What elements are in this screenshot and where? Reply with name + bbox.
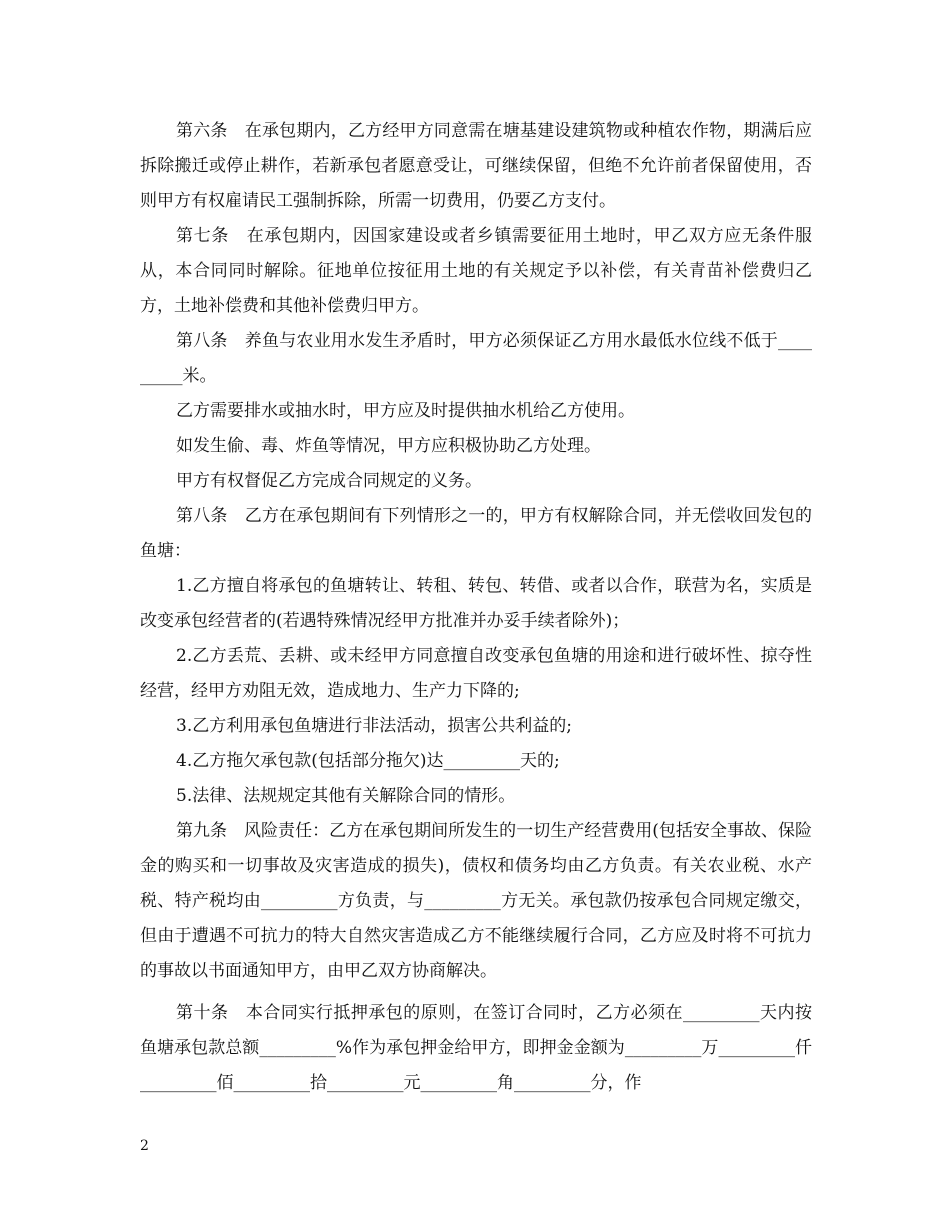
list-item-4: 4.乙方拖欠承包款(包括部分拖欠)达_________天的;	[176, 751, 560, 771]
list-item-3: 3.乙方利用承包鱼塘进行非法活动，损害公共利益的;	[176, 716, 572, 736]
list-item-1: 1.乙方擅自将承包的鱼塘转让、转租、转包、转借、或者以合作，联营为名，实质是改变承包经营者的(若遇特殊情况经甲方批准并办妥手续者除外)；	[140, 576, 812, 631]
paragraph-supervision: 甲方有权督促乙方完成合同规定的义务。	[176, 471, 482, 491]
document-body	[140, 114, 812, 1101]
paragraph-article-8-termination: 第八条 乙方在承包期间有下列情形之一的，甲方有权解除合同，并无偿收回发包的鱼塘：	[140, 506, 812, 561]
paragraph-article-9: 第九条 风险责任：乙方在承包期间所发生的一切生产经营费用(包括安全事故、保险金的购买和一切事故及灾害造成的损失)，债权和债务均由乙方负责。有关农业税、水产税、特产税均由_________方负责，与_________方无关。承包款仍按承包合同规定缴交，但由于遭遇不可抗力的特大自然灾害造成乙方不能继续履行合同，乙方应及时将不可抗力的事故以书面通知甲方，由甲乙双方协商解决。	[140, 821, 812, 981]
paragraph-article-8-water: 第八条 养鱼与农业用水发生矛盾时，甲方必须保证乙方用水最低水位线不低于_________米。	[140, 331, 812, 386]
page-number: 2	[140, 1138, 149, 1154]
paragraph-article-7: 第七条 在承包期内，因国家建设或者乡镇需要征用土地时，甲乙双方应无条件服从，本合同同时解除。征地单位按征用土地的有关规定予以补偿，有关青苗补偿费归乙方，土地补偿费和其他补偿费归甲方。	[140, 226, 812, 316]
paragraph-fish-theft: 如发生偷、毒、炸鱼等情况，甲方应积极协助乙方处理。	[176, 436, 601, 456]
list-item-5: 5.法律、法规规定其他有关解除合同的情形。	[176, 786, 516, 806]
paragraph-article-10: 第十条 本合同实行抵押承包的原则，在签订合同时，乙方必须在_________天内按鱼塘承包款总额_________%作为承包押金给甲方，即押金金额为_________万_________仟_________佰_________拾_________元_________角_________分，作	[140, 1003, 812, 1093]
list-item-2: 2.乙方丢荒、丢耕、或未经甲方同意擅自改变承包鱼塘的用途和进行破坏性、掠夺性经营，经甲方劝阻无效，造成地力、生产力下降的;	[140, 646, 812, 701]
paragraph-article-6: 第六条 在承包期内，乙方经甲方同意需在塘基建设建筑物或种植农作物，期满后应拆除搬迁或停止耕作，若新承包者愿意受让，可继续保留，但绝不允许前者保留使用，否则甲方有权雇请民工强制拆除，所需一切费用，仍要乙方支付。	[140, 121, 812, 211]
paragraph-drainage: 乙方需要排水或抽水时，甲方应及时提供抽水机给乙方使用。	[176, 401, 635, 421]
